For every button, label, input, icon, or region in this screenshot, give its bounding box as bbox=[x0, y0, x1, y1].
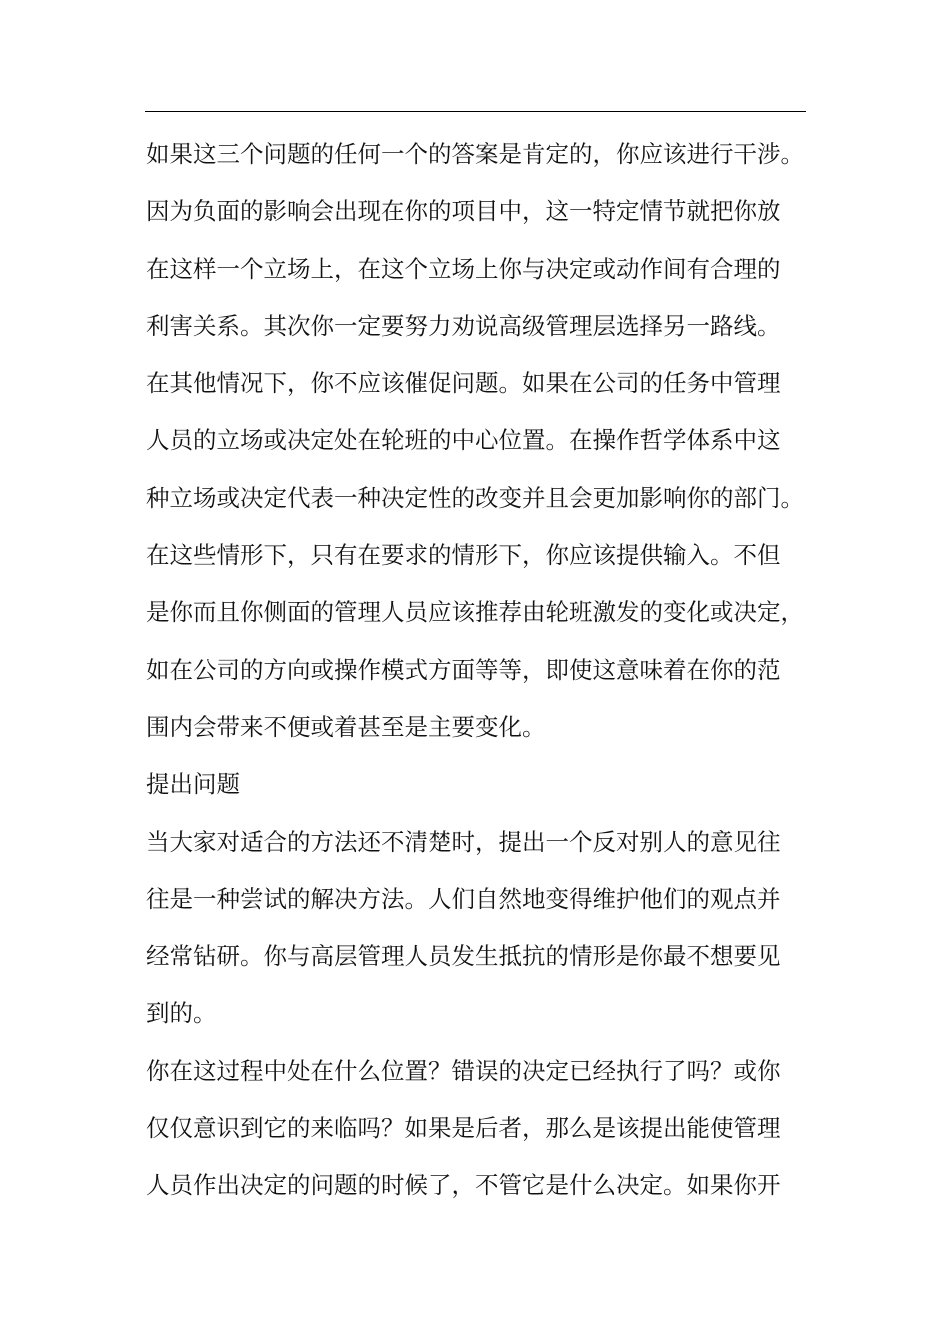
text-line: 如果这三个问题的任何一个的答案是肯定的，你应该进行干涉。 bbox=[146, 140, 804, 168]
paragraph bbox=[146, 814, 811, 1043]
text-line: 人员的立场或决定处在轮班的中心位置。在操作哲学体系中这 bbox=[146, 426, 781, 455]
text-line: 种立场或决定代表一种决定性的改变并且会更加影响你的部门。 bbox=[146, 483, 804, 512]
text-line: 经常钻研。你与高层管理人员发生抵抗的情形是你最不想要见 bbox=[146, 942, 781, 971]
text-line: 往是一种尝试的解决方法。人们自然地变得维护他们的观点并 bbox=[146, 884, 781, 913]
text-line: 人员作出决定的问题的时候了，不管它是什么决定。如果你开 bbox=[146, 1171, 781, 1200]
text-line: 你在这过程中处在什么位置？错误的决定已经执行了吗？或你 bbox=[146, 1056, 781, 1085]
paragraph bbox=[146, 1043, 811, 1215]
text-line: 当大家对适合的方法还不清楚时，提出一个反对别人的意见往 bbox=[146, 827, 781, 856]
text-line: 到的。 bbox=[146, 999, 217, 1028]
text-line: 围内会带来不便或着甚至是主要变化。 bbox=[146, 712, 546, 741]
paragraph bbox=[146, 355, 811, 527]
text-line: 因为负面的影响会出现在你的项目中，这一特定情节就把你放 bbox=[146, 197, 781, 226]
text-line: 是你而且你侧面的管理人员应该推荐由轮班激发的变化或决定， bbox=[146, 598, 804, 627]
text-line: 在这些情形下，只有在要求的情形下，你应该提供输入。不但 bbox=[146, 541, 781, 570]
text-line: 利害关系。其次你一定要努力劝说高级管理层选择另一路线。 bbox=[146, 311, 781, 340]
paragraph bbox=[146, 126, 811, 355]
text-line: 在这样一个立场上，在这个立场上你与决定或动作间有合理的 bbox=[146, 254, 781, 283]
text-line: 在其他情况下，你不应该催促问题。如果在公司的任务中管理 bbox=[146, 369, 781, 398]
header-rule bbox=[145, 111, 806, 112]
document-body bbox=[146, 126, 811, 1215]
text-line: 仅仅意识到它的来临吗？如果是后者，那么是该提出能使管理 bbox=[146, 1114, 781, 1143]
text-line: 如在公司的方向或操作模式方面等等，即使这意味着在你的范 bbox=[146, 655, 781, 684]
paragraph bbox=[146, 527, 811, 756]
section-heading: 提出问题 bbox=[146, 770, 240, 799]
